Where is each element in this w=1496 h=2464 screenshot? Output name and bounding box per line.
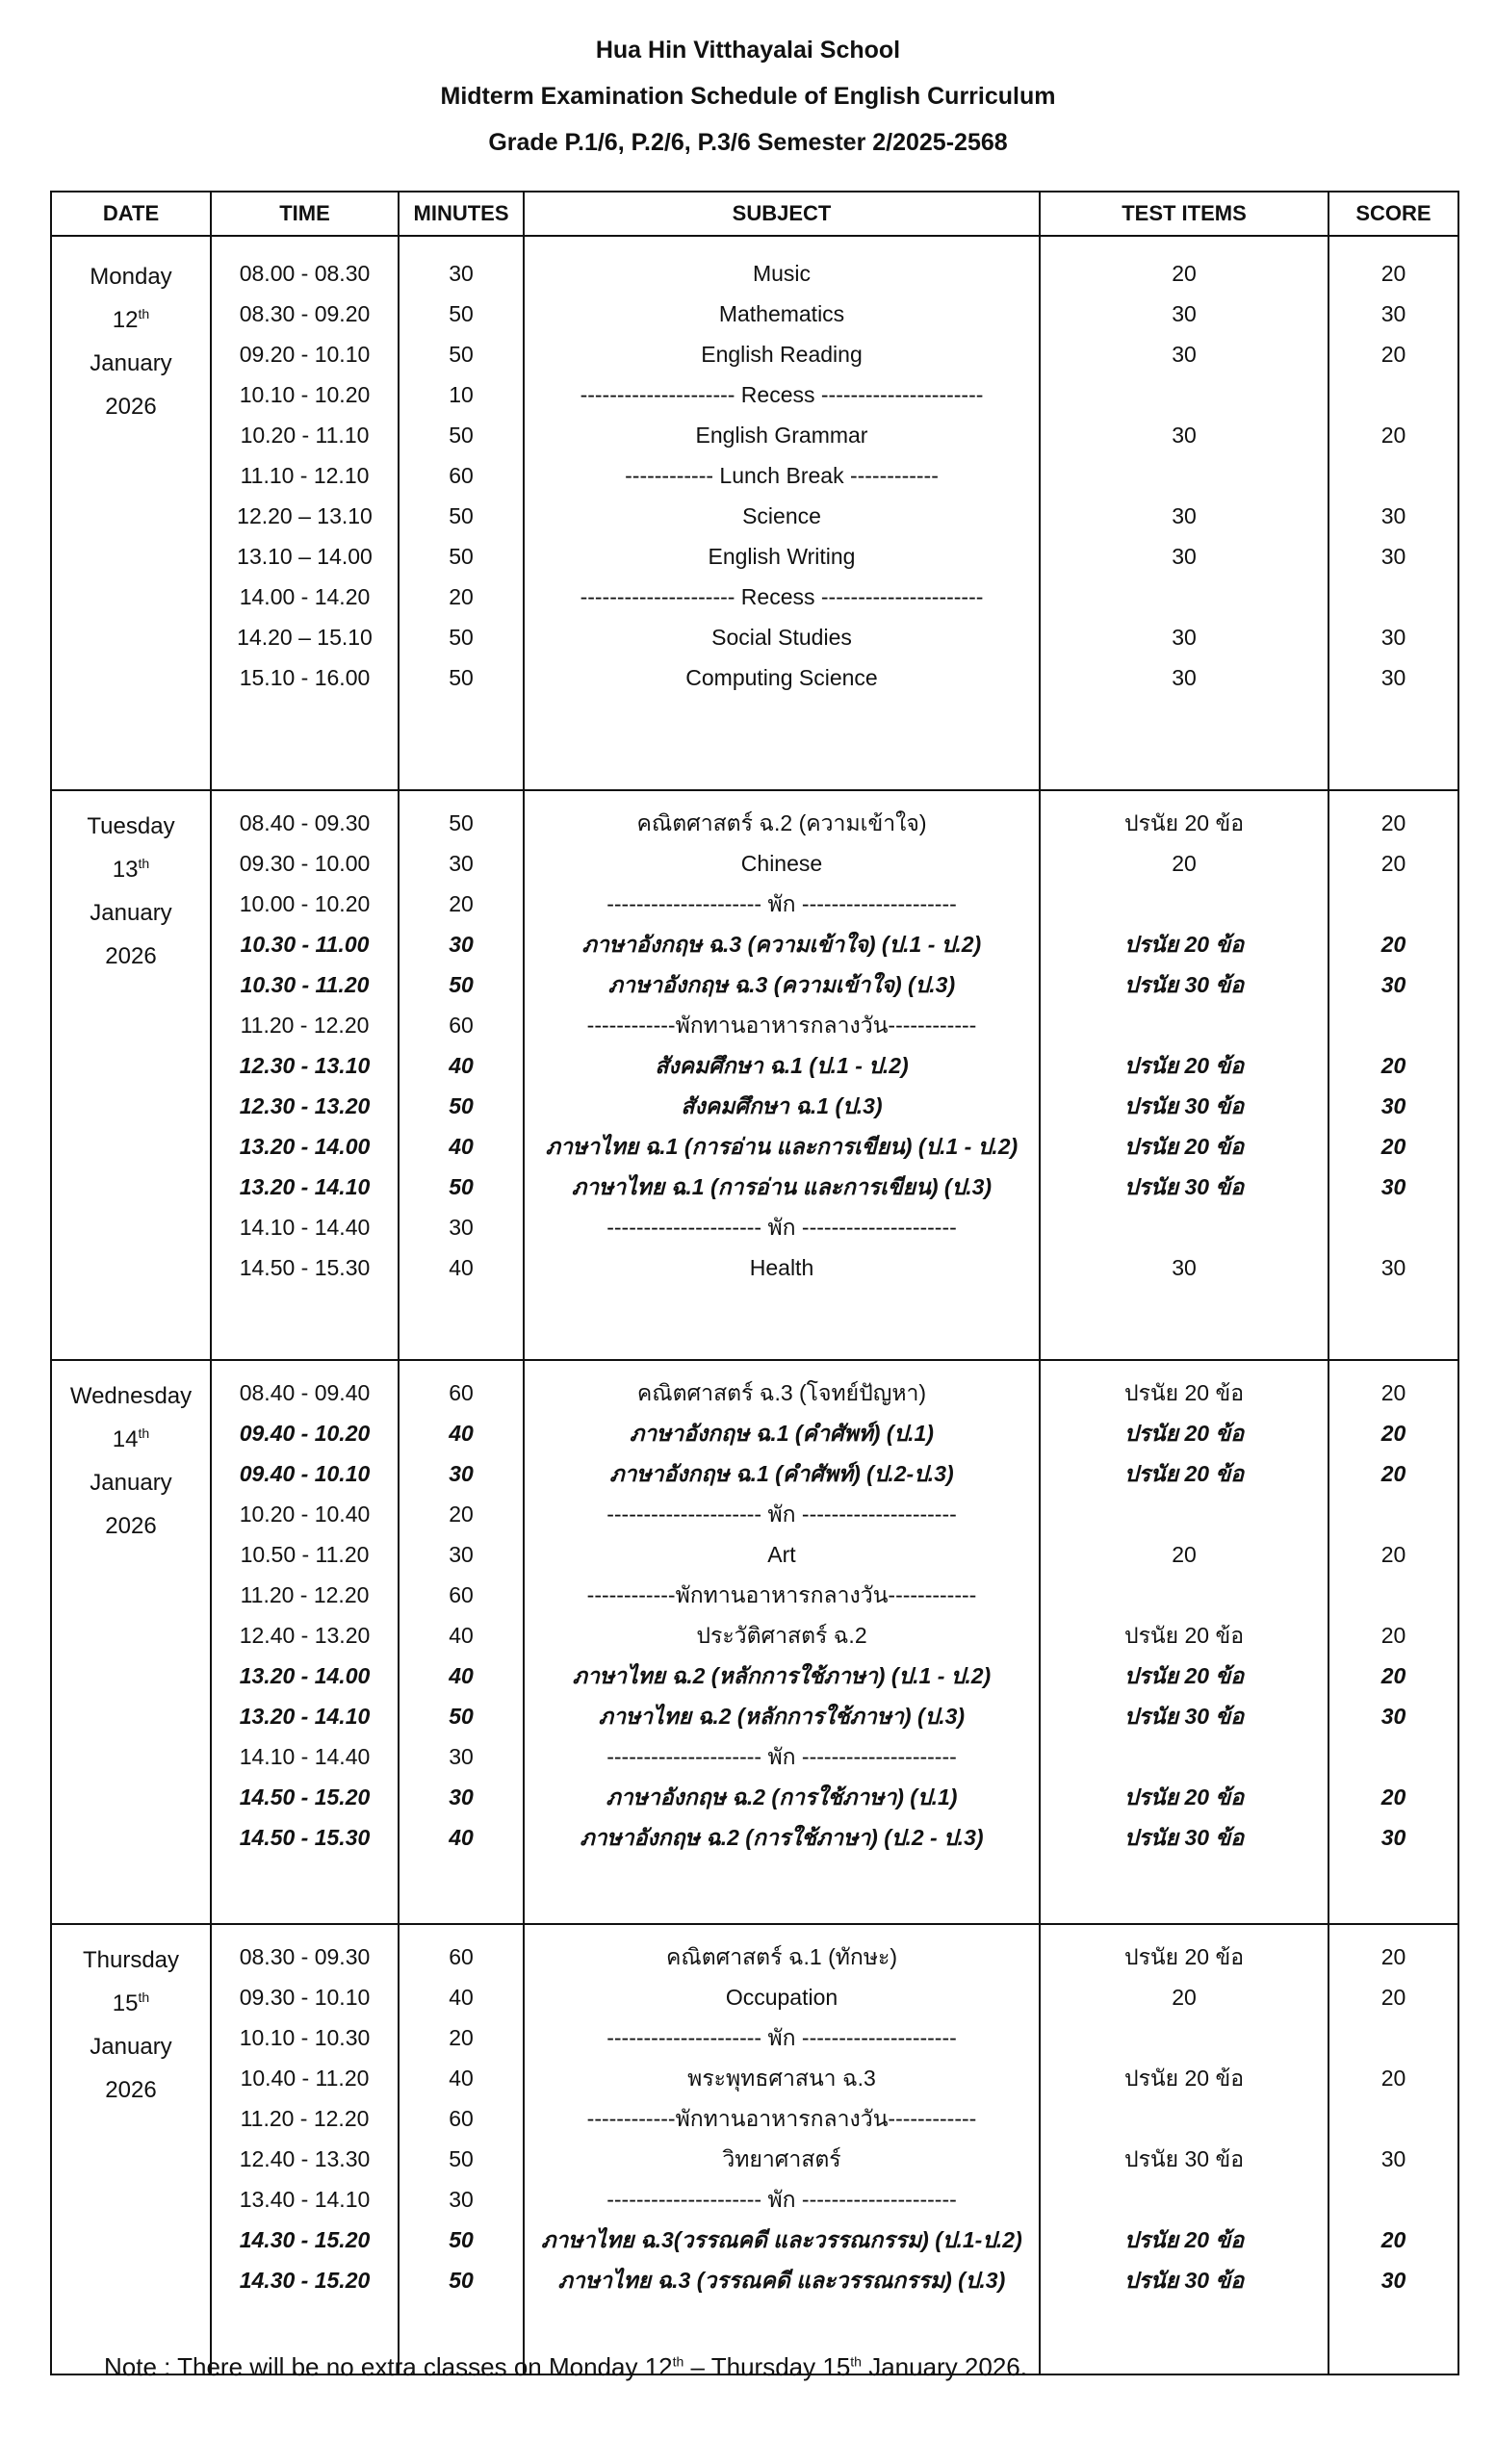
subject-cell: สังคมศึกษา ฉ.1 (ป.1 - ป.2) (655, 1053, 909, 1078)
time-cell: 12.20 – 13.10 (237, 503, 373, 528)
subject-cell: วิทยาศาสตร์ (722, 2146, 841, 2171)
time-column (211, 1360, 399, 1924)
test-items-cell (1041, 577, 1328, 617)
minutes-cell: 40 (449, 1134, 474, 1159)
time-cell: 13.10 – 14.00 (237, 544, 373, 569)
subject-cell: --------------------- พัก --------------------- (606, 1744, 957, 1769)
column-header-date: DATE (51, 192, 211, 236)
subject-cell: สังคมศึกษา ฉ.1 (ป.3) (681, 1093, 883, 1118)
time-cell: 13.40 - 14.10 (239, 2187, 371, 2212)
minutes-cell: 30 (449, 1542, 474, 1567)
score-column (1328, 1924, 1458, 2374)
score-cell: 30 (1380, 2146, 1406, 2171)
minutes-cell: 30 (449, 2187, 474, 2212)
minutes-cell: 30 (449, 261, 474, 286)
day-block (51, 236, 1458, 790)
time-cell: 08.00 - 08.30 (239, 261, 371, 286)
time-cell: 08.40 - 09.40 (239, 1380, 371, 1405)
test-items-cell (1041, 2179, 1328, 2220)
test-items-cell (1041, 1005, 1328, 1045)
minutes-cell: 50 (449, 342, 474, 367)
exam-schedule-table (50, 191, 1459, 2375)
subject-cell: ประวัติศาสตร์ ฉ.2 (696, 1623, 867, 1648)
minutes-column (399, 1360, 524, 1924)
time-cell: 11.20 - 12.20 (240, 1013, 370, 1038)
subject-cell: Mathematics (718, 301, 845, 326)
time-cell: 10.20 - 11.10 (240, 423, 370, 448)
score-cell (1329, 1207, 1457, 1247)
test-items-cell: ปรนัย 20 ข้อ (1123, 2227, 1245, 2252)
test-items-cell: 20 (1172, 261, 1197, 286)
test-items-cell: 30 (1172, 423, 1197, 448)
year: 2026 (105, 394, 157, 420)
year: 2026 (105, 943, 157, 969)
score-cell: 20 (1380, 1421, 1406, 1446)
date-cell (51, 236, 211, 790)
subject-cell: ภาษาอังกฤษ ฉ.2 (การใช้ภาษา) (ป.1) (606, 1784, 958, 1810)
minutes-cell: 40 (449, 1623, 474, 1648)
day-name: Wednesday (69, 1383, 193, 1409)
note-superscript-1: th (672, 2353, 684, 2370)
time-cell: 10.10 - 10.20 (239, 382, 371, 407)
day-number-value: 12 (112, 307, 139, 333)
test-items-cell: ปรนัย 30 ข้อ (1123, 2268, 1245, 2293)
subject-cell: ภาษาไทย ฉ.1 (การอ่าน และการเขียน) (ป.3) (571, 1174, 993, 1199)
minutes-cell: 60 (449, 1582, 474, 1607)
month-name: January (90, 1470, 172, 1496)
score-cell: 20 (1380, 1944, 1406, 1969)
note-text-end: January 2026. (861, 2352, 1027, 2381)
time-cell: 10.20 - 10.40 (239, 1502, 371, 1527)
subject-column (524, 1360, 1040, 1924)
time-cell: 10.10 - 10.30 (239, 2025, 371, 2050)
score-cell: 30 (1380, 301, 1406, 326)
test-items-cell (1041, 1575, 1328, 1615)
day-number (52, 298, 210, 342)
time-cell: 12.40 - 13.20 (239, 1623, 371, 1648)
subject-cell: ภาษาไทย ฉ.2 (หลักการใช้ภาษา) (ป.1 - ป.2) (572, 1663, 992, 1688)
subject-cell: ภาษาอังกฤษ ฉ.1 (คำศัพท์) (ป.1) (630, 1421, 934, 1446)
time-cell: 09.20 - 10.10 (239, 342, 371, 367)
time-cell: 09.40 - 10.20 (239, 1421, 371, 1446)
subject-cell: ------------พักทานอาหารกลางวัน------------ (586, 2106, 977, 2131)
score-cell: 30 (1380, 972, 1406, 997)
test-items-cell: ปรนัย 20 ข้อ (1123, 1053, 1245, 1078)
subject-cell: ภาษาไทย ฉ.2 (หลักการใช้ภาษา) (ป.3) (598, 1704, 966, 1729)
time-cell: 09.40 - 10.10 (239, 1461, 371, 1486)
minutes-cell: 40 (449, 1421, 474, 1446)
month-name: January (90, 350, 172, 376)
time-cell: 10.40 - 11.20 (240, 2066, 370, 2091)
test-items-cell: 30 (1172, 342, 1197, 367)
time-cell: 14.20 – 15.10 (237, 625, 373, 650)
subject-cell: ภาษาอังกฤษ ฉ.3 (ความเข้าใจ) (ป.1 - ป.2) (581, 932, 982, 957)
day-number-suffix: th (138, 306, 150, 321)
test-items-cell: ปรนัย 20 ข้อ (1123, 1461, 1245, 1486)
minutes-cell: 30 (449, 932, 474, 957)
score-column (1328, 236, 1458, 790)
subject-cell: Chinese (740, 851, 823, 876)
subject-cell: ภาษาอังกฤษ ฉ.1 (คำศัพท์) (ป.2-ป.3) (609, 1461, 954, 1486)
minutes-cell: 50 (449, 2268, 474, 2293)
year: 2026 (105, 1513, 157, 1539)
score-cell: 20 (1380, 1053, 1406, 1078)
minutes-cell: 50 (449, 2227, 474, 2252)
day-number-value: 15 (112, 1990, 139, 2016)
test-items-cell: 20 (1172, 1985, 1197, 2010)
day-number (52, 848, 210, 891)
score-cell: 20 (1380, 423, 1406, 448)
minutes-cell: 30 (449, 851, 474, 876)
subject-cell: ภาษาไทย ฉ.1 (การอ่าน และการเขียน) (ป.1 - ป.2) (545, 1134, 1019, 1159)
score-cell: 30 (1380, 1255, 1406, 1280)
score-cell (1329, 2017, 1457, 2058)
subject-cell: ภาษาไทย ฉ.3(วรรณคดี และวรรณกรรม) (ป.1-ป.2) (541, 2227, 1022, 2252)
test-items-cell: ปรนัย 30 ข้อ (1123, 1174, 1245, 1199)
score-cell: 20 (1380, 261, 1406, 286)
day-number (52, 1418, 210, 1461)
score-cell: 20 (1380, 1663, 1406, 1688)
day-number-suffix: th (138, 1425, 150, 1441)
minutes-cell: 50 (449, 2146, 474, 2171)
time-cell: 14.50 - 15.20 (239, 1784, 371, 1810)
score-column (1328, 790, 1458, 1360)
minutes-cell: 30 (449, 1215, 474, 1240)
test-items-cell: 20 (1172, 851, 1197, 876)
score-cell: 20 (1380, 932, 1406, 957)
day-number-value: 13 (112, 857, 139, 883)
minutes-cell: 50 (449, 1093, 474, 1118)
test-items-cell: 30 (1172, 665, 1197, 690)
score-cell: 30 (1380, 1704, 1406, 1729)
school-name: Hua Hin Vitthayalai School (595, 37, 901, 64)
minutes-cell: 50 (449, 1174, 474, 1199)
minutes-cell: 30 (449, 1744, 474, 1769)
time-cell: 13.20 - 14.10 (239, 1174, 371, 1199)
time-cell: 12.30 - 13.10 (239, 1053, 371, 1078)
score-cell: 30 (1380, 1174, 1406, 1199)
minutes-cell: 50 (449, 1704, 474, 1729)
time-cell: 14.50 - 15.30 (239, 1825, 371, 1850)
day-name: Tuesday (87, 813, 175, 839)
month-name: January (90, 900, 172, 926)
subject-cell: Art (767, 1542, 796, 1567)
time-cell: 14.50 - 15.30 (239, 1255, 371, 1280)
subject-cell: ------------ Lunch Break ------------ (625, 463, 939, 488)
time-cell: 11.10 - 12.10 (240, 463, 370, 488)
time-cell: 13.20 - 14.00 (239, 1134, 371, 1159)
subject-cell: --------------------- พัก --------------------- (606, 2025, 957, 2050)
test-items-cell: ปรนัย 20 ข้อ (1123, 1380, 1245, 1405)
date-cell (51, 790, 211, 1360)
score-cell: 20 (1380, 1461, 1406, 1486)
column-header-test-items: TEST ITEMS (1040, 192, 1328, 236)
time-column (211, 236, 399, 790)
test-items-cell: ปรนัย 30 ข้อ (1123, 1825, 1245, 1850)
time-cell: 10.30 - 11.20 (240, 972, 370, 997)
score-cell (1329, 1736, 1457, 1777)
minutes-column (399, 236, 524, 790)
day-name: Thursday (82, 1947, 180, 1973)
score-cell (1329, 2098, 1457, 2139)
minutes-cell: 50 (449, 301, 474, 326)
score-cell: 20 (1380, 1985, 1406, 2010)
test-items-column (1040, 236, 1328, 790)
score-cell: 20 (1380, 2066, 1406, 2091)
score-cell: 30 (1380, 665, 1406, 690)
test-items-cell (1041, 374, 1328, 415)
day-number-suffix: th (138, 856, 150, 871)
time-cell: 10.30 - 11.00 (240, 932, 370, 957)
test-items-cell: 30 (1172, 625, 1197, 650)
time-cell: 15.10 - 16.00 (239, 665, 371, 690)
score-cell (1329, 1494, 1457, 1534)
schedule-title: Midterm Examination Schedule of English Curriculum (440, 83, 1056, 110)
note-text-start: Note : There will be no extra classes on Monday 12 (104, 2352, 673, 2381)
minutes-cell: 60 (449, 1944, 474, 1969)
minutes-cell: 50 (449, 503, 474, 528)
score-cell (1329, 577, 1457, 617)
time-cell: 14.30 - 15.20 (239, 2268, 371, 2293)
note-text-middle: – Thursday 15 (684, 2352, 851, 2381)
minutes-cell: 50 (449, 810, 474, 835)
minutes-cell: 50 (449, 423, 474, 448)
test-items-cell: ปรนัย 20 ข้อ (1123, 1663, 1245, 1688)
day-name: Monday (90, 264, 172, 290)
score-cell: 30 (1380, 625, 1406, 650)
minutes-cell: 20 (449, 891, 474, 916)
minutes-cell: 20 (449, 1502, 474, 1527)
minutes-cell: 40 (449, 1825, 474, 1850)
test-items-cell: ปรนัย 30 ข้อ (1123, 2146, 1245, 2171)
date-cell (51, 1360, 211, 1924)
test-items-cell (1041, 2017, 1328, 2058)
subject-cell: คณิตศาสตร์ ฉ.1 (ทักษะ) (665, 1944, 898, 1969)
minutes-column (399, 790, 524, 1360)
minutes-cell: 10 (449, 382, 474, 407)
subject-cell: คณิตศาสตร์ ฉ.3 (โจทย์ปัญหา) (636, 1380, 927, 1405)
test-items-cell: 30 (1172, 1255, 1197, 1280)
time-cell: 08.40 - 09.30 (239, 810, 371, 835)
time-cell: 08.30 - 09.20 (239, 301, 371, 326)
test-items-cell: ปรนัย 20 ข้อ (1123, 1134, 1245, 1159)
subject-cell: ภาษาอังกฤษ ฉ.2 (การใช้ภาษา) (ป.2 - ป.3) (580, 1825, 984, 1850)
score-cell (1329, 455, 1457, 496)
test-items-cell (1041, 1207, 1328, 1247)
subject-cell: English Grammar (695, 423, 868, 448)
test-items-cell (1041, 455, 1328, 496)
subject-cell: English Reading (701, 342, 863, 367)
subject-cell: Music (752, 261, 812, 286)
test-items-column (1040, 790, 1328, 1360)
note-superscript-2: th (850, 2353, 862, 2370)
test-items-cell: 30 (1172, 301, 1197, 326)
minutes-cell: 40 (449, 1663, 474, 1688)
test-items-cell: ปรนัย 30 ข้อ (1123, 1704, 1245, 1729)
time-column (211, 790, 399, 1360)
time-cell: 11.20 - 12.20 (240, 2106, 370, 2131)
time-cell: 08.30 - 09.30 (239, 1944, 371, 1969)
time-cell: 14.30 - 15.20 (239, 2227, 371, 2252)
time-cell: 09.30 - 10.00 (239, 851, 371, 876)
score-cell: 30 (1380, 544, 1406, 569)
minutes-cell: 40 (449, 1255, 474, 1280)
subject-cell: --------------------- Recess ---------------------- (580, 382, 984, 407)
minutes-cell: 60 (449, 1380, 474, 1405)
subject-cell: --------------------- พัก --------------------- (606, 1502, 957, 1527)
time-cell: 10.50 - 11.20 (240, 1542, 370, 1567)
time-cell: 14.10 - 14.40 (239, 1744, 371, 1769)
score-cell: 30 (1380, 1093, 1406, 1118)
column-header-time: TIME (211, 192, 399, 236)
score-cell: 30 (1380, 2268, 1406, 2293)
subject-cell: ภาษาไทย ฉ.3 (วรรณคดี และวรรณกรรม) (ป.3) (557, 2268, 1006, 2293)
subject-cell: พระพุทธศาสนา ฉ.3 (687, 2066, 876, 2091)
score-cell: 20 (1380, 1380, 1406, 1405)
score-cell: 30 (1380, 1825, 1406, 1850)
test-items-cell: ปรนัย 20 ข้อ (1123, 1421, 1245, 1446)
score-cell: 20 (1380, 342, 1406, 367)
subject-cell: ------------พักทานอาหารกลางวัน------------ (586, 1013, 977, 1038)
test-items-column (1040, 1924, 1328, 2374)
column-header-minutes: MINUTES (399, 192, 524, 236)
test-items-cell: ปรนัย 20 ข้อ (1123, 1944, 1245, 1969)
day-block (51, 1360, 1458, 1924)
test-items-cell: 20 (1172, 1542, 1197, 1567)
test-items-cell (1041, 1736, 1328, 1777)
minutes-cell: 50 (449, 665, 474, 690)
subject-cell: คณิตศาสตร์ ฉ.2 (ความเข้าใจ) (636, 810, 927, 835)
minutes-cell: 20 (449, 584, 474, 609)
column-header-subject: SUBJECT (524, 192, 1040, 236)
test-items-cell (1041, 2098, 1328, 2139)
minutes-cell: 50 (449, 625, 474, 650)
test-items-cell: ปรนัย 20 ข้อ (1123, 1784, 1245, 1810)
time-cell: 12.40 - 13.30 (239, 2146, 371, 2171)
subject-cell: --------------------- Recess ---------------------- (580, 584, 984, 609)
minutes-cell: 50 (449, 544, 474, 569)
minutes-cell: 30 (449, 1461, 474, 1486)
score-column (1328, 1360, 1458, 1924)
time-cell: 09.30 - 10.10 (239, 1985, 371, 2010)
minutes-cell: 40 (449, 1985, 474, 2010)
time-cell: 13.20 - 14.00 (239, 1663, 371, 1688)
test-items-cell: ปรนัย 30 ข้อ (1123, 972, 1245, 997)
subject-cell: Computing Science (685, 665, 878, 690)
score-cell: 20 (1380, 810, 1406, 835)
column-header-score: SCORE (1328, 192, 1458, 236)
score-cell: 20 (1380, 851, 1406, 876)
test-items-cell: ปรนัย 30 ข้อ (1123, 1093, 1245, 1118)
time-cell: 10.00 - 10.20 (239, 891, 371, 916)
score-cell: 20 (1380, 1623, 1406, 1648)
score-cell: 20 (1380, 1542, 1406, 1567)
test-items-cell: ปรนัย 20 ข้อ (1123, 810, 1245, 835)
minutes-cell: 60 (449, 463, 474, 488)
day-number-value: 14 (112, 1426, 139, 1452)
day-number-suffix: th (138, 1989, 150, 2005)
score-cell (1329, 884, 1457, 924)
test-items-column (1040, 1360, 1328, 1924)
minutes-cell: 40 (449, 1053, 474, 1078)
minutes-column (399, 1924, 524, 2374)
score-cell (1329, 1575, 1457, 1615)
subject-cell: --------------------- พัก --------------------- (606, 2187, 957, 2212)
score-cell: 20 (1380, 2227, 1406, 2252)
minutes-cell: 50 (449, 972, 474, 997)
score-cell (1329, 2179, 1457, 2220)
subject-column (524, 236, 1040, 790)
minutes-cell: 30 (449, 1784, 474, 1810)
test-items-cell: ปรนัย 20 ข้อ (1123, 1623, 1245, 1648)
minutes-cell: 60 (449, 1013, 474, 1038)
day-block (51, 790, 1458, 1360)
score-cell (1329, 1005, 1457, 1045)
year: 2026 (105, 2077, 157, 2103)
test-items-cell (1041, 884, 1328, 924)
subject-cell: Occupation (725, 1985, 838, 2010)
time-cell: 14.00 - 14.20 (239, 584, 371, 609)
test-items-cell: ปรนัย 20 ข้อ (1123, 932, 1245, 957)
test-items-cell: 30 (1172, 503, 1197, 528)
time-cell: 13.20 - 14.10 (239, 1704, 371, 1729)
subject-cell: ------------พักทานอาหารกลางวัน------------ (586, 1582, 977, 1607)
minutes-cell: 20 (449, 2025, 474, 2050)
test-items-cell: 30 (1172, 544, 1197, 569)
month-name: January (90, 2034, 172, 2060)
score-cell: 30 (1380, 503, 1406, 528)
subject-column (524, 790, 1040, 1360)
subject-cell: English Writing (708, 544, 856, 569)
score-cell: 20 (1380, 1134, 1406, 1159)
subject-cell: --------------------- พัก --------------------- (606, 1215, 957, 1240)
footer-note (104, 2352, 1027, 2382)
score-cell (1329, 374, 1457, 415)
table-header-row (51, 192, 1458, 236)
date-cell (51, 1924, 211, 2374)
day-number (52, 1982, 210, 2025)
subject-cell: Social Studies (711, 625, 852, 650)
time-column (211, 1924, 399, 2374)
subject-column (524, 1924, 1040, 2374)
schedule-subtitle: Grade P.1/6, P.2/6, P.3/6 Semester 2/2025-2568 (488, 129, 1008, 156)
day-block (51, 1924, 1458, 2374)
subject-cell: --------------------- พัก --------------------- (606, 891, 957, 916)
score-cell: 20 (1380, 1784, 1406, 1810)
test-items-cell: ปรนัย 20 ข้อ (1123, 2066, 1245, 2091)
subject-cell: Health (749, 1255, 814, 1280)
subject-cell: Science (742, 503, 821, 528)
test-items-cell (1041, 1494, 1328, 1534)
time-cell: 11.20 - 12.20 (240, 1582, 370, 1607)
minutes-cell: 60 (449, 2106, 474, 2131)
time-cell: 12.30 - 13.20 (239, 1093, 371, 1118)
minutes-cell: 40 (449, 2066, 474, 2091)
subject-cell: ภาษาอังกฤษ ฉ.3 (ความเข้าใจ) (ป.3) (607, 972, 956, 997)
time-cell: 14.10 - 14.40 (239, 1215, 371, 1240)
